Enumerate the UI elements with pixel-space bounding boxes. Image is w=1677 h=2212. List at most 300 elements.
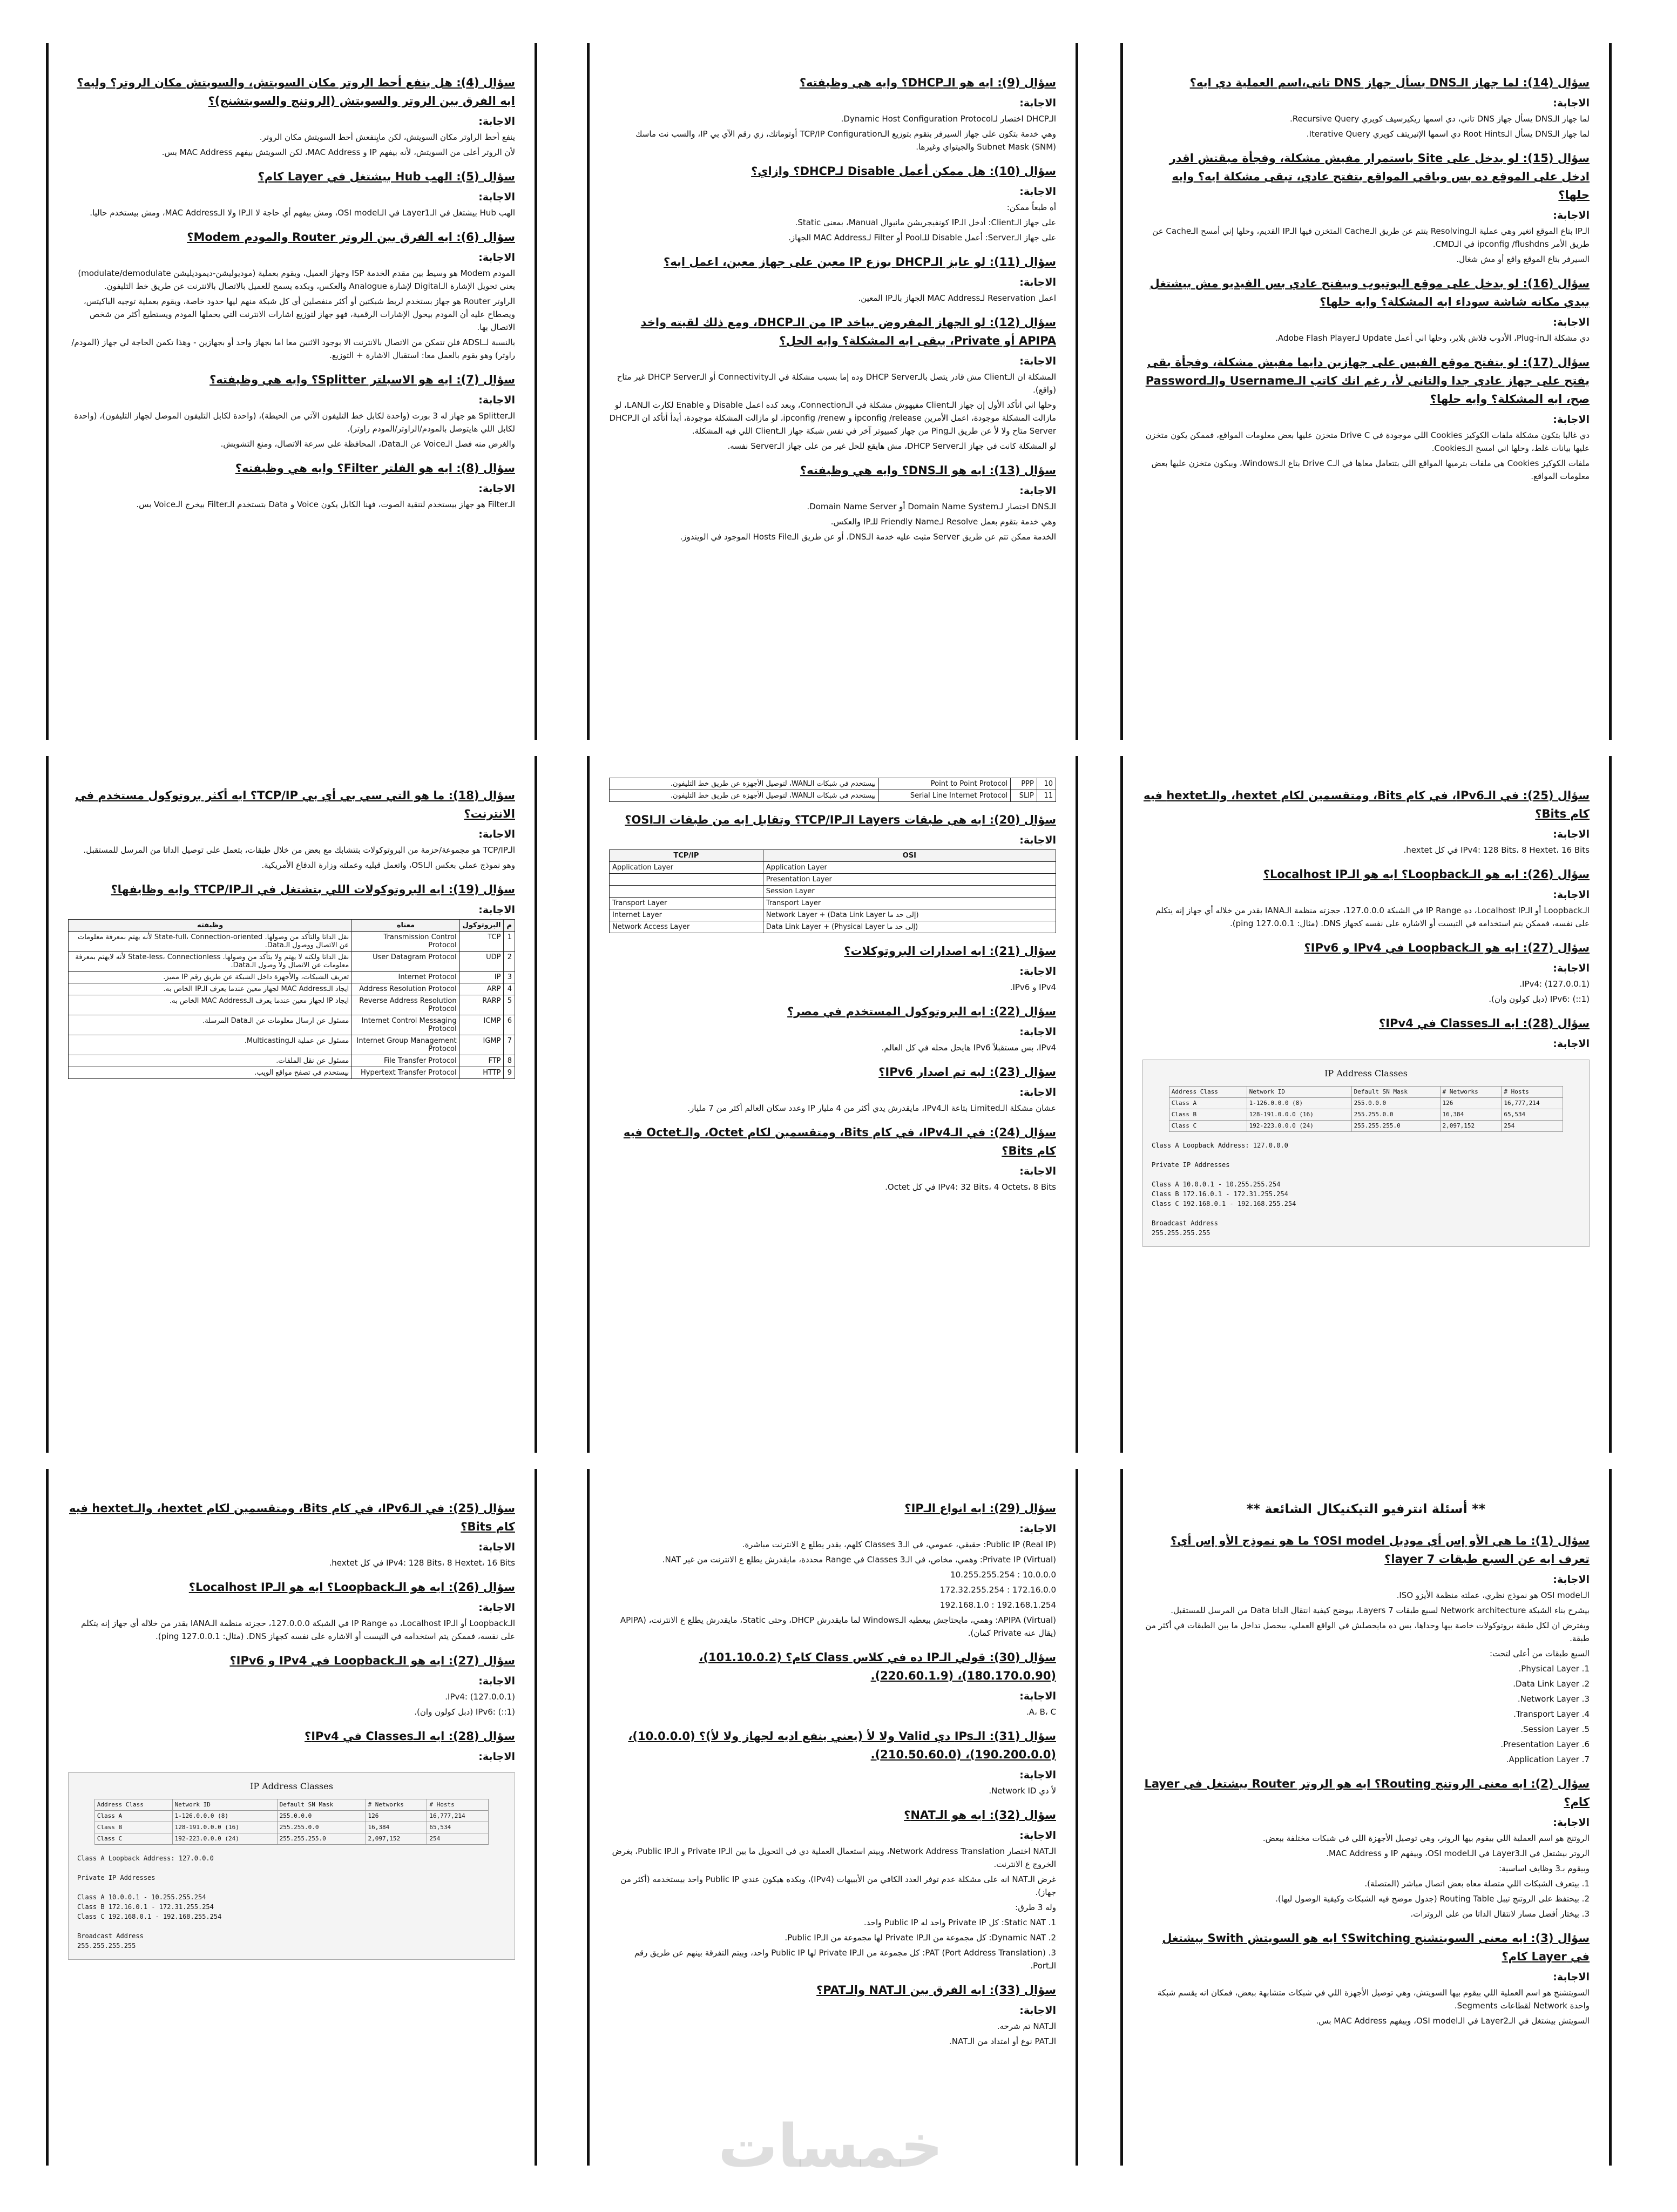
protocol-table-continued xyxy=(609,778,1056,802)
table-cell: PPP xyxy=(1011,778,1037,790)
table-cell: مسئول عن نقل الملفات. xyxy=(69,1055,352,1067)
answer-line: 1. بيتعرف الشبكات اللي متصلة معاه بعض اتصال مباشر (المتصلة). xyxy=(1364,1879,1590,1889)
table-row xyxy=(610,909,1056,921)
answer-line: الـOSI model هو نموذج نظري، عملته منظمة الأيزو ISO. xyxy=(1396,1590,1590,1600)
table-cell: ARP xyxy=(459,983,504,995)
table-cell: 192-223.0.0.0 (24) xyxy=(1247,1121,1351,1132)
answer-label: الاجابة: xyxy=(1019,1769,1056,1781)
table-cell: Reverse Address Resolution Protocol xyxy=(352,995,459,1015)
table-cell: 16,384 xyxy=(1440,1109,1502,1121)
table-header-cell: # Networks xyxy=(366,1799,427,1811)
table-row xyxy=(610,874,1056,886)
table-cell: مسئول عن عملية الـMulticasting. xyxy=(69,1035,352,1055)
page-q29-33 xyxy=(587,1469,1078,2166)
question-heading: سؤال (13): ايه هو الـDNS؟ وايه هي وظيفته؟ xyxy=(800,464,1056,477)
question-heading: سؤال (20): ايه هي طبقات Layers الـTCP/IP؟ وتقابل ايه من طبقات الـOSI؟ xyxy=(625,813,1056,826)
question-heading: سؤال (10): هل ممكن أعمل Disable لـDHCP؟ وازاي؟ xyxy=(751,165,1056,178)
ip-classes-line: Class C 192.168.0.1 - 192.168.255.254 xyxy=(77,1913,222,1920)
table-cell: IP xyxy=(459,972,504,983)
answer-line: بيشرح بناء الشبكة Network architecture لسبع طبقات 7 Layers، بيوضح كيفية انتقال الداتا Data من المرسل للمستقبل. xyxy=(1171,1606,1590,1615)
table-row xyxy=(94,1822,488,1833)
answer-label: الاجابة: xyxy=(1553,1971,1590,1983)
table-cell: 2,097,152 xyxy=(1440,1121,1502,1132)
question-heading: سؤال (5): الهب Hub بيشتغل في Layer كام؟ xyxy=(258,170,515,183)
answer-line: ملفات الكوكيز Cookies هي ملفات بترميها المواقع اللي بتتعامل معاها في الـDrive C بتاع الـWindows، وبيكون متخزن عليها بعض معلومات المواقع. xyxy=(1151,458,1590,481)
question-heading: سؤال (6): ايه الفرق بين الروتر Router والمودم Modem؟ xyxy=(187,231,515,244)
table-cell: Presentation Layer xyxy=(763,874,1056,886)
watermark-logo: خمسات xyxy=(718,2112,943,2181)
table-cell: تعريف الشبكات، والأجهزة داخل الشبكة عن طريق رقم IP مميز. xyxy=(69,972,352,983)
ip-classes-line: Broadcast Address xyxy=(77,1932,144,1940)
answer-label: الاجابة: xyxy=(1019,355,1056,367)
table-cell: 254 xyxy=(427,1833,489,1845)
answer-line: وهي خدمة بتقوم بعمل Resolve لـFriendly Name للـIP والعكس. xyxy=(830,517,1056,527)
answer-line: الـNAT تم شرحه. xyxy=(997,2021,1056,2031)
table-cell: 1-126.0.0.0 (8) xyxy=(1247,1098,1351,1109)
ip-classes-figure xyxy=(1142,1060,1590,1247)
answer-line: وهو نموذج عملي بعكس الـOSI، واتعمل قبليه وعملته وزارة الدفاع الأمريكية. xyxy=(261,860,515,870)
table-cell: 11 xyxy=(1037,790,1056,802)
ip-classes-line: Class A Loopback Address: 127.0.0.0 xyxy=(1152,1142,1288,1149)
table-cell: Data Link Layer + (Physical Layer إلى حد ما) xyxy=(763,921,1056,933)
answer-line: وهي خدمة بتكون على جهاز السيرفر بتقوم بتوزيع الـTCP/IP Configuration أوتوماتك، زي رقم الآي بي IP، والسب نت ماسك Subnet Mask (SNM) والجيتواي وغيرها. xyxy=(635,129,1056,152)
question-heading: سؤال (16): لو بدخل على موقع اليوتيوب وبيفتح عادي بس الفيديو مش بيشتغل بيدي مكانه شاشة سوداء ايه المشكلة؟ وايه حلها؟ xyxy=(1149,277,1590,308)
answer-line: 5. Session Layer. xyxy=(1520,1724,1590,1734)
table-row xyxy=(1169,1098,1563,1109)
table-header-cell: معناه xyxy=(352,920,459,932)
table-header-cell: البروتوكول xyxy=(459,920,504,932)
ip-classes-line xyxy=(1152,1170,1580,1179)
table-header-cell: م xyxy=(504,920,515,932)
table-header-cell: # Networks xyxy=(1440,1087,1502,1098)
answer-label: الاجابة: xyxy=(1553,828,1590,840)
table-row xyxy=(610,921,1056,933)
table-cell: ايجاد الـMAC Address لجهاز معين عندما يعرف الـIP الخاص به. xyxy=(69,983,352,995)
table-cell: 7 xyxy=(504,1035,515,1055)
answer-line: IPv4: (127.0.0.1). xyxy=(1519,979,1590,989)
answer-label: الاجابة: xyxy=(1553,97,1590,109)
question-heading: سؤال (27): ايه هو الـLoopback في IPv4 و IPv6؟ xyxy=(1304,941,1590,954)
table-cell: Class C xyxy=(94,1833,172,1845)
answer-line: IPv6: (::1) (دبل كولون وان). xyxy=(1489,994,1590,1004)
page-q4-8 xyxy=(46,43,537,740)
table-cell: Class C xyxy=(1169,1121,1247,1132)
answer-line: IPv6: (::1) (دبل كولون وان). xyxy=(414,1707,515,1717)
table-cell: 8 xyxy=(504,1055,515,1067)
table-cell xyxy=(610,886,763,898)
table-cell: Serial Line Internet Protocol xyxy=(879,790,1011,802)
table-row xyxy=(69,1035,515,1055)
answer-label: الاجابة: xyxy=(1019,966,1056,977)
table-cell: 255.255.255.0 xyxy=(277,1833,366,1845)
table-cell: IGMP xyxy=(459,1035,504,1055)
table-cell: 4 xyxy=(504,983,515,995)
ip-classes-table xyxy=(1169,1086,1563,1132)
answer-label: الاجابة: xyxy=(478,1751,515,1763)
answer-line: الـDHCP اختصار لـDynamic Host Configuration Protocol. xyxy=(841,114,1056,124)
answer-line: الروتنج هو اسم العملية اللي بيقوم بيها الروتر، وهي توصيل الأجهزة اللي في شبكات مختلفة ببعض. xyxy=(1262,1833,1590,1843)
page-title: ** أسئلة انترفيو التيكنيكال الشائعة ** xyxy=(1246,1501,1486,1516)
answer-label: الاجابة: xyxy=(1553,1574,1590,1586)
osi-tcpip-table xyxy=(609,849,1056,933)
table-cell: مسئول عن ارسال معلومات عن الـData المرسلة. xyxy=(69,1015,352,1035)
answer-line: IPv4: 32 Bits، 4 Octets، 8 Bits في كل Octet. xyxy=(885,1182,1056,1192)
answer-label: الاجابة: xyxy=(1553,316,1590,328)
answer-line: عشان مشكلة الـLimited بتاعة الـIPv4، مايقدرش يدي أكثر من 4 مليار IP وعدد سكان العالم أكثر من 7 مليار. xyxy=(687,1103,1056,1113)
question-heading: سؤال (25): في الـIPv6، في كام Bits، ومتقسمين لكام hextet، والـhextet فيه كام Bits؟ xyxy=(69,1502,515,1533)
question-heading: سؤال (19): ايه البروتوكولات اللي بتشتغل في الـTCP/IP؟ وايه وظايفها؟ xyxy=(111,883,515,896)
table-cell: RARP xyxy=(459,995,504,1015)
ip-classes-line xyxy=(77,1921,506,1931)
table-header-cell: Network ID xyxy=(1247,1087,1351,1098)
ip-classes-line: Class B 172.16.0.1 - 172.31.255.254 xyxy=(77,1903,214,1911)
answer-line: الـSplitter هو جهاز له 3 بورت (واحدة لكابل خط التليفون الآتي من الحيطة)، (واحدة لكابل التليفون الموصل لجهاز التليفون)، (واحدة لكابل اللي هايتوصل بالمودم/الراوتر/المودم راوتر). xyxy=(74,411,515,434)
table-cell: 1-126.0.0.0 (8) xyxy=(172,1811,277,1822)
answer-line: الـTCP/IP هو مجموعة/حزمة من البروتوكولات بتتشابك مع بعض من خلال طبقات، بتعمل على توصيل الداتا من المرسل للمستقبل. xyxy=(83,845,515,855)
answer-line: على جهاز الـClient: أدخل الـIP كونفيجريشن مانيوال Manual، بمعنى Static. xyxy=(795,218,1056,227)
answer-label: الاجابة: xyxy=(1553,1817,1590,1829)
table-row xyxy=(69,1015,515,1035)
answer-line: 7. Application Layer. xyxy=(1506,1755,1590,1764)
table-cell: Application Layer xyxy=(763,862,1056,874)
table-row xyxy=(69,983,515,995)
question-heading: سؤال (3): ايه معنى السويتشنج Switching؟ ايه هو السويتش Swith بيشتغل في Layer كام؟ xyxy=(1162,1932,1590,1963)
table-header-cell: Default SN Mask xyxy=(1351,1087,1440,1098)
answer-line: لما جهاز الـDNS يسأل الـRoot Hints دي اسمها الإتيريتف كويري Iterative Query. xyxy=(1306,129,1590,139)
answer-label: الاجابة: xyxy=(478,828,515,840)
table-cell: 128-191.0.0.0 (16) xyxy=(172,1822,277,1833)
answer-label: الاجابة: xyxy=(478,394,515,406)
answer-line: 1. Static NAT: كل Private IP واحد له Public IP واحد. xyxy=(863,1918,1056,1927)
page-q25-28-a xyxy=(1120,756,1612,1453)
table-header-cell: # Hosts xyxy=(1502,1087,1563,1098)
question-heading: سؤال (21): ايه اصدارات البروتوكلات؟ xyxy=(844,945,1056,957)
question-heading: سؤال (12): لو الجهاز المفروض بياخد IP من الـDHCP، ومع ذلك لقيته واخد APIPA أو Private، يبقى ايه المشكلة؟ وايه الحل؟ xyxy=(640,316,1056,347)
table-cell: Transport Layer xyxy=(763,898,1056,909)
table-cell: Network Layer + (Data Link Layer إلى حد ما) xyxy=(763,909,1056,921)
answer-line: الخدمة ممكن تتم عن طريق Server مثبت عليه خدمة الـDNS، أو عن طريق الـHosts File الموجود في الويندوز. xyxy=(680,532,1056,542)
table-cell: Application Layer xyxy=(610,862,763,874)
ip-classes-line xyxy=(1152,1150,1580,1160)
table-row xyxy=(69,952,515,972)
answer-line: IPv4: 128 Bits، 8 Hextet، 16 Bits في كل hextet. xyxy=(1403,845,1590,855)
answer-label: الاجابة: xyxy=(1019,97,1056,109)
ip-classes-line: Class A 10.0.0.1 - 10.255.255.254 xyxy=(1152,1181,1281,1188)
page-q14-17 xyxy=(1120,43,1612,740)
table-cell: نقل الداتا والتأكد من وصولها. State-full، Connection-oriented لأنه يهتم بمعرفة معلومات عن الاتصال ووصول الـData. xyxy=(69,932,352,952)
table-cell: 2,097,152 xyxy=(366,1833,427,1845)
answer-line: ينفع أحط الراوتر مكان السويتش، لكن مايِنفعش أحط السويتش مكان الروتر. xyxy=(259,132,515,142)
table-header-cell: # Hosts xyxy=(427,1799,489,1811)
table-cell: 255.255.255.0 xyxy=(1351,1121,1440,1132)
table-cell: Class B xyxy=(1169,1109,1247,1121)
answer-line: لو المشكلة كانت في جهاز الـDHCP Server، مش هايقع للحل غير من على جهاز الـServer نفسه. xyxy=(727,441,1056,451)
answer-line: الـLoopback أو الـLocalhost IP، ده IP Range في الشبكة 127.0.0.0، حجزته منظمة الـIANA بقدر من خلاله أي جهاز إنه يتكلم على نفسه، فممكن يتم استخدامه في التيست أو الاشاره على نفسه كجهاز DNS. (مثال: ping 127.0.0.1). xyxy=(81,1618,515,1641)
answer-line: السويتش بيشتغل في الـLayer2 في الـOSI model، وبيفهم MAC Address بس. xyxy=(1316,2016,1590,2026)
answer-line: دي مشكلة الـPlug-in، الأدوب فلاش بلاير، وحلها اني أعمل Update لـAdobe Flash Player. xyxy=(1275,333,1590,343)
table-row xyxy=(610,778,1056,790)
answer-line: 3. PAT (Port Address Translation): كل مجموعة من الـPrivate IP لها Public IP واحد، وبيتم التفرقة بينهم عن طريق رقم الـPort. xyxy=(634,1948,1056,1971)
question-heading: سؤال (1): ما هي الأو إس أي موديل OSI model؟ ما هو نموذج الأو إس أي؟ تعرف ايه عن السبع طبقات 7 layer؟ xyxy=(1170,1534,1590,1566)
table-cell: Class A xyxy=(94,1811,172,1822)
table-cell xyxy=(610,874,763,886)
table-cell: 255.255.0.0 xyxy=(1351,1109,1440,1121)
answer-line: 192.168.1.254 : 192.168.1.0 xyxy=(940,1600,1056,1610)
answer-line: الـDNS اختصار لـDomain Name System أو Domain Name Server. xyxy=(807,502,1056,511)
question-heading: سؤال (7): ايه هو الاسبلتر Splitter؟ وايه هي وظيفته؟ xyxy=(209,373,515,386)
table-cell: 16,777,214 xyxy=(427,1811,489,1822)
answer-label: الاجابة: xyxy=(1019,1830,1056,1842)
table-header-row xyxy=(1169,1087,1563,1098)
question-heading: سؤال (18): ما هو التي سي بي أي بي TCP/IP؟ ايه أكثر بروتوكول مستخدم في الانترنت؟ xyxy=(75,789,515,820)
answer-line: لما جهاز الـDNS يسأل جهاز DNS تاني، دي اسمها ريكيرسيف كويري Recursive Query. xyxy=(1290,114,1590,124)
table-header-cell: Address Class xyxy=(1169,1087,1247,1098)
table-row xyxy=(69,932,515,952)
table-row xyxy=(94,1811,488,1822)
table-cell: HTTP xyxy=(459,1067,504,1079)
answer-line: السبع طبقات من أعلى لتحت: xyxy=(1489,1649,1590,1658)
table-row xyxy=(610,790,1056,802)
answer-line: IPv4 و IPv6. xyxy=(1010,982,1056,992)
ip-classes-table xyxy=(94,1799,489,1845)
ip-classes-line: Private IP Addresses xyxy=(1152,1161,1230,1169)
question-heading: سؤال (8): ايه هو الفلتر Filter؟ وايه هي وظيفته؟ xyxy=(235,462,515,475)
answer-line: 3. Network Layer. xyxy=(1517,1694,1590,1704)
ip-classes-line: Private IP Addresses xyxy=(77,1874,155,1881)
ip-classes-line xyxy=(77,1863,506,1873)
question-heading: سؤال (33): ايه الفرق بين الـNAT والـPAT؟ xyxy=(816,1984,1056,1997)
table-cell: SLIP xyxy=(1011,790,1037,802)
answer-line: لأن الروتر أعلى من السويتش، لأنه بيفهم IP و MAC Address، لكن السويتش بيفهم MAC Address بس. xyxy=(161,147,515,157)
table-cell: 5 xyxy=(504,995,515,1015)
table-header-cell: TCP/IP xyxy=(610,850,763,862)
table-row xyxy=(69,995,515,1015)
table-row xyxy=(94,1833,488,1845)
answer-line: A، B، C. xyxy=(1026,1707,1056,1717)
answer-line: Private IP (Virtual): وهمي، مخاص، في الـ3 Classes في Range محددة، مايقدرش يطلع ع الانترنت من غير NAT. xyxy=(662,1555,1056,1564)
question-heading: سؤال (17): لو بتفتح موقع الفيس على جهازين دايما مفيش مشكلة، وفجأة بقى يفتح على جهاز عادي جدا والتاني لأ، رغم انك كاتب الـUsername والـPassword صح، ايه المشكلة؟ وايه حلها؟ xyxy=(1145,356,1590,406)
ip-classes-title: IP Address Classes xyxy=(250,1781,333,1791)
answer-label: الاجابة: xyxy=(1019,2005,1056,2017)
answer-line: المشكلة ان الـClient مش قادر يتصل بالـDHCP Server وده إما بسبب مشكلة في الـConnectivity أو الـDHCP Server غير متاح (واقع). xyxy=(617,372,1056,395)
page-q1-3 xyxy=(1120,1469,1612,2166)
answer-label: الاجابة: xyxy=(478,904,515,916)
table-cell: Class A xyxy=(1169,1098,1247,1109)
answer-line: IPv4: 128 Bits، 8 Hextet، 16 Bits في كل hextet. xyxy=(329,1558,515,1568)
answer-line: IPv4، بس مستقبلاً IPv6 هايحل محله في كل العالم. xyxy=(881,1043,1056,1053)
question-heading: سؤال (14): لما جهاز الـDNS يسأل جهاز DNS تاني،اسم العملية دي ايه؟ xyxy=(1189,76,1590,89)
table-cell: Transmission Control Protocol xyxy=(352,932,459,952)
answer-label: الاجابة: xyxy=(1019,1690,1056,1702)
question-heading: سؤال (25): في الـIPv6، في كام Bits، ومتقسمين لكام hextet، والـhextet فيه كام Bits؟ xyxy=(1143,789,1590,820)
answer-label: الاجابة: xyxy=(1553,210,1590,221)
table-cell: 16,777,214 xyxy=(1502,1098,1563,1109)
table-cell: نقل الداتا ولكنه لا يهتم ولا يتأكد من وصولها. State-less، Connectionless لأنه لايهتم بمعرفة معلومات عن الاتصال ولا وصول الـData. xyxy=(69,952,352,972)
answer-line: الـLoopback أو الـLocalhost IP، ده IP Range في الشبكة 127.0.0.0، حجزته منظمة الـIANA بقدر من خلاله أي جهاز إنه يتكلم على نفسه، فممكن يتم استخدامه في التيست أو الاشاره على نفسه كجهاز DNS. (مثال: ping 127.0.0.1). xyxy=(1155,906,1590,928)
table-cell: 65,534 xyxy=(427,1822,489,1833)
answer-line: ويفترض ان لكل طبقة بروتوكولات خاصة بيها وحداها، بس ده مايحصلش في الواقع العملي، بيحصل تداخل ما بين الطبقات في أكثر من طبقة. xyxy=(1145,1621,1590,1643)
question-heading: سؤال (26): ايه هو الـLoopback؟ ايه هو الـLocalhost IP؟ xyxy=(188,1581,515,1594)
answer-line: الـPAT نوع أو امتداد من الـNAT. xyxy=(949,2036,1056,2046)
answer-label: الاجابة: xyxy=(478,252,515,264)
table-cell: 10 xyxy=(1037,778,1056,790)
table-cell: ايجاد IP لجهاز معين عندما يعرف الـMAC Address الخاص به. xyxy=(69,995,352,1015)
answer-label: الاجابة: xyxy=(1019,1026,1056,1038)
table-header-row xyxy=(94,1799,488,1811)
answer-label: الاجابة: xyxy=(478,1541,515,1553)
answer-line: اعمل Reservation لـMAC Address الجهاز بالـIP المعين. xyxy=(858,293,1056,303)
table-header-cell: Address Class xyxy=(94,1799,172,1811)
table-header-cell: OSI xyxy=(763,850,1056,862)
answer-label: الاجابة: xyxy=(478,1602,515,1614)
question-heading: سؤال (4): هل ينفع أحط الروتر مكان السويتش، والسويتش مكان الروتر؟ وليه؟ ايه الفرق بين الروتر والسويتش (الروتنج والسويتشنج)؟ xyxy=(77,76,515,107)
answer-label: الاجابة: xyxy=(478,116,515,127)
table-cell: 255.0.0.0 xyxy=(277,1811,366,1822)
protocols-table xyxy=(68,919,515,1079)
answer-label: الاجابة: xyxy=(1019,485,1056,497)
answer-line: الهب Hub بيشتغل في الـLayer1 في الـOSI model، ومش بيفهم أي حاجة لا الـIP ولا الـMAC Address، ومش بيستخدم حاليا. xyxy=(90,208,515,218)
table-cell: 255.0.0.0 xyxy=(1351,1098,1440,1109)
answer-line: دي غالبا بتكون مشكلة ملفات الكوكيز Cookies اللي موجودة في Drive C متخزن عليها بعض معلومات المواقع، فممكن يكون متخزن عليها بيانات غلط، وحلها اني امسح الـCookies. xyxy=(1145,430,1590,453)
answer-line: الروتر بيشتغل في الـLayer3 في الـOSI model، وبيفهم IP و MAC Address. xyxy=(1326,1849,1590,1858)
answer-line: وحلها اني اتأكد الأول إن جهاز الـClient مفيهوش مشكلة في الـConnection، وبعد كده اعمل Disable و Enable لكارت الـLAN، لو مازالت المشكلة موجودة، اعمل الأمرين ipconfig /release و ipconfig /renew، لو مازالت المشكلة موجودة، أبدأ أتأكد ان الـDHCP Server متاح ولا لأ عن طريق الـPing من جهاز كمبيوتر آخر في نفس شبكة جهاز الـClient اللي فيه المشكلة. xyxy=(609,400,1056,436)
table-cell: بيستخدم في تصفح مواقع الويب. xyxy=(69,1067,352,1079)
question-heading: سؤال (9): ايه هو الـDHCP؟ وايه هي وظيفته؟ xyxy=(799,76,1056,89)
answer-label: الاجابة: xyxy=(478,483,515,495)
table-cell: Transport Layer xyxy=(610,898,763,909)
question-heading: سؤال (27): ايه هو الـLoopback في IPv4 و IPv6؟ xyxy=(229,1654,515,1667)
answer-label: الاجابة: xyxy=(1019,834,1056,846)
answer-line: الـNAT اختصار Network Address Translation، وبيتم استعمال العملية دي في التحويل ما بين الـPrivate IP و الـPublic IP، بغرض الخروج ع الانترنت. xyxy=(612,1846,1056,1869)
question-heading: سؤال (23): ليه تم اصدار IPv6؟ xyxy=(878,1065,1056,1078)
table-cell: 2 xyxy=(504,952,515,972)
question-heading: سؤال (32): ايه هو الـNAT؟ xyxy=(904,1809,1056,1822)
answer-line: 2. بيحتفظ على الروتنج تيبل Routing Table (جدول موضح فيه الشبكات وكيفية الوصول ليها). xyxy=(1275,1894,1590,1904)
table-row xyxy=(1169,1121,1563,1132)
table-cell: 65,534 xyxy=(1502,1109,1563,1121)
answer-line: الـFilter هو جهاز بيستخدم لتنقية الصوت، فهنا الكابل يكون Voice و Data بتستخدم الـFilter بيخرج الـVoice بس. xyxy=(136,500,515,509)
answer-line: السيرفر بتاع الموقع واقع أو مش شغال. xyxy=(1456,254,1590,264)
answer-label: الاجابة: xyxy=(1553,414,1590,426)
ip-classes-line: Class A 10.0.0.1 - 10.255.255.254 xyxy=(77,1893,206,1901)
table-row xyxy=(610,862,1056,874)
table-cell: TCP xyxy=(459,932,504,952)
ip-classes-figure xyxy=(68,1772,515,1960)
table-cell: بيستخدم في شبكات الـWAN، لتوصيل الأجهزة عن طريق خط التليفون. xyxy=(610,778,879,790)
table-header-cell: Network ID xyxy=(172,1799,277,1811)
table-cell: File Transfer Protocol xyxy=(352,1055,459,1067)
ip-classes-line: 255.255.255.255 xyxy=(1152,1229,1211,1237)
ip-classes-title: IP Address Classes xyxy=(1324,1068,1408,1078)
question-heading: سؤال (22): ايه البروتوكول المستخدم في مصر؟ xyxy=(787,1005,1056,1018)
table-cell: Point to Point Protocol xyxy=(879,778,1011,790)
answer-line: 10.0.0.0 : 10.255.255.254 xyxy=(950,1570,1056,1580)
answer-line: وبيقوم بـ3 وظايف اساسية: xyxy=(1499,1864,1590,1873)
table-row xyxy=(69,972,515,983)
ip-classes-line: Class B 172.16.0.1 - 172.31.255.254 xyxy=(1152,1190,1288,1198)
question-heading: سؤال (11): لو عايز الـDHCP يوزع IP معين على جهاز معين، اعمل ايه؟ xyxy=(664,255,1056,268)
answer-line: والغرض منه فصل الـVoice عن الـData، المحافظة على سرعة الاتصال، ومنع التشويش. xyxy=(220,439,515,449)
question-heading: سؤال (2): ايه معنى الروتنج Routing؟ ايه هو الروتر Router بيشتغل في Layer كام؟ xyxy=(1144,1777,1590,1809)
answer-label: الاجابة: xyxy=(478,191,515,203)
table-cell: Internet Group Management Protocol xyxy=(352,1035,459,1055)
table-cell: 254 xyxy=(1502,1121,1563,1132)
table-cell: Hypertext Transfer Protocol xyxy=(352,1067,459,1079)
table-cell: User Datagram Protocol xyxy=(352,952,459,972)
table-cell: 3 xyxy=(504,972,515,983)
answer-label: الاجابة: xyxy=(1019,1165,1056,1177)
answer-line: على جهاز الـServer: أعمل Disable للـPool أو Filter لـMAC Address الجهاز. xyxy=(788,233,1056,242)
answer-line: المودم Modem هو وسيط بين مقدم الخدمة ISP وجهاز العميل، ويقوم بعملية (موديوليشن-ديموديليشن modulate/demodulate) يعني تحويل الإشارة الـDigital لإشارة Analogue والعكس، وبكده يسمح للعميل بالاتصال بالانترنت عن طريق خط التليفون. xyxy=(78,268,515,291)
question-heading: سؤال (29): ايه انواع الـIP؟ xyxy=(904,1502,1056,1515)
ip-classes-line: Class A Loopback Address: 127.0.0.0 xyxy=(77,1854,214,1862)
answer-label: الاجابة: xyxy=(1019,1087,1056,1098)
ip-classes-line: 255.255.255.255 xyxy=(77,1942,136,1950)
answer-line: Public IP (Real IP): حقيقي، عمومي، في الـ3 Classes كلهم، يقدر يطلع ع الانترنت مباشرة. xyxy=(742,1540,1056,1549)
table-row xyxy=(610,898,1056,909)
answer-label: الاجابة: xyxy=(1553,962,1590,974)
table-cell: Address Resolution Protocol xyxy=(352,983,459,995)
table-cell: 6 xyxy=(504,1015,515,1035)
table-row xyxy=(1169,1109,1563,1121)
table-row xyxy=(69,1055,515,1067)
table-cell: Internet Control Messaging Protocol xyxy=(352,1015,459,1035)
answer-line: الـIP بتاع الموقع اتغير وهي عملية الـResolving بتتم عن طريق الـCache المتخزن فيها الـIP القديم، وحلها إني أمسح الـCache عن طريق الأمر ipconfig /flushdns في الـCMD. xyxy=(1152,226,1590,249)
question-heading: سؤال (24): في الـIPv4، في كام Bits، ومتقسمين لكام Octet، والـOctet فيه كام Bits؟ xyxy=(623,1126,1056,1157)
table-header-row xyxy=(610,850,1056,862)
table-cell: بيستخدم في شبكات الـWAN، لتوصيل الأجهزة عن طريق خط التليفون. xyxy=(610,790,879,802)
table-cell: FTP xyxy=(459,1055,504,1067)
answer-line: الراوتر Router هو جهاز بستخدم لربط شبكتين أو أكثر منفصلين أي كل شبكة منهم ليها حدود خاصة، ويقوم بعملية توجيه الباكيتس، ويصطاح عليه أن المودم بيحول الإشارات الرقمية، فهو جهاز لتوزيع اشارات الانترنت التي يحملها المودم ويستطيع أكثر من شخص الاتصال بها. xyxy=(83,296,515,332)
question-heading: سؤال (26): ايه هو الـLoopback؟ ايه هو الـLocalhost IP؟ xyxy=(1263,868,1590,881)
ip-classes-line: Broadcast Address xyxy=(1152,1219,1218,1227)
answer-line: 4. Transport Layer. xyxy=(1513,1709,1590,1719)
page-q9-13 xyxy=(587,43,1078,740)
table-cell: UDP xyxy=(459,952,504,972)
table-cell: 1 xyxy=(504,932,515,952)
answer-line: APIPA (Virtual): وهمي، مايحتاجش بيعطيه الـWindows لما مايقدرش DHCP، وحتى Static، مايقدرش يطلع ع الانترنت، (APIPA (يقال عنه Private كمان). xyxy=(620,1615,1056,1638)
answer-line: 6. Presentation Layer. xyxy=(1500,1739,1590,1749)
answer-line: 2. Data Link Layer. xyxy=(1513,1679,1590,1689)
table-cell: 128-191.0.0.0 (16) xyxy=(1247,1109,1351,1121)
table-header-cell: Default SN Mask xyxy=(277,1799,366,1811)
table-header-row xyxy=(69,920,515,932)
answer-line: غرض الـNAT انه على مشكلة عدم توفر العدد الكافي من الأيبيهات (IPv4)، وبكده هيكون عندي Public IP واحد بيستخدمه (أكثر من جهاز). xyxy=(620,1874,1056,1897)
question-heading: سؤال (31): الـIPs دي Valid ولا لأ (يعني ينفع اديه لجهاز ولا لأ)؟ (10.0.0.0)، (190.200.0.0)، (210.50.60.0). xyxy=(628,1730,1056,1761)
page-q20-24 xyxy=(587,756,1078,1453)
ip-classes-line xyxy=(1152,1209,1580,1218)
answer-line: 3. بيختار أفضل مسار لانتقال الداتا من على الروترات. xyxy=(1410,1909,1590,1919)
answer-label: الاجابة: xyxy=(1019,186,1056,198)
table-row xyxy=(610,886,1056,898)
question-heading: سؤال (28): ايه الـClasses في IPv4؟ xyxy=(305,1730,515,1743)
ip-classes-line: Class C 192.168.0.1 - 192.168.255.254 xyxy=(1152,1200,1296,1208)
table-cell: Session Layer xyxy=(763,886,1056,898)
table-cell: 9 xyxy=(504,1067,515,1079)
page-q25-28-b xyxy=(46,1469,537,2166)
answer-line: IPv4: (127.0.0.1). xyxy=(445,1692,515,1702)
answer-line: لأ دي Network ID. xyxy=(989,1786,1056,1796)
answer-label: الاجابة: xyxy=(1019,276,1056,288)
answer-line: بالنسبة لـADSL فلن تتمكن من الاتصال بالانترنت الا بوجود الاثنين معا اما بجهاز واحد أو بجهازين - وهذا تكمن الحاجة لي جهاز (المودم/راوتر) وهو يقوم بالعمل معا: استقبال الاشارة + التوزيع. xyxy=(71,338,515,360)
answer-label: الاجابة: xyxy=(1019,1523,1056,1535)
answer-label: الاجابة: xyxy=(1553,1038,1590,1050)
answer-label: الاجابة: xyxy=(478,1675,515,1687)
answer-label: الاجابة: xyxy=(1553,889,1590,901)
table-header-cell: وظيفته xyxy=(69,920,352,932)
table-cell: Class B xyxy=(94,1822,172,1833)
answer-line: أه طبعاً ممكن: xyxy=(1006,203,1056,212)
